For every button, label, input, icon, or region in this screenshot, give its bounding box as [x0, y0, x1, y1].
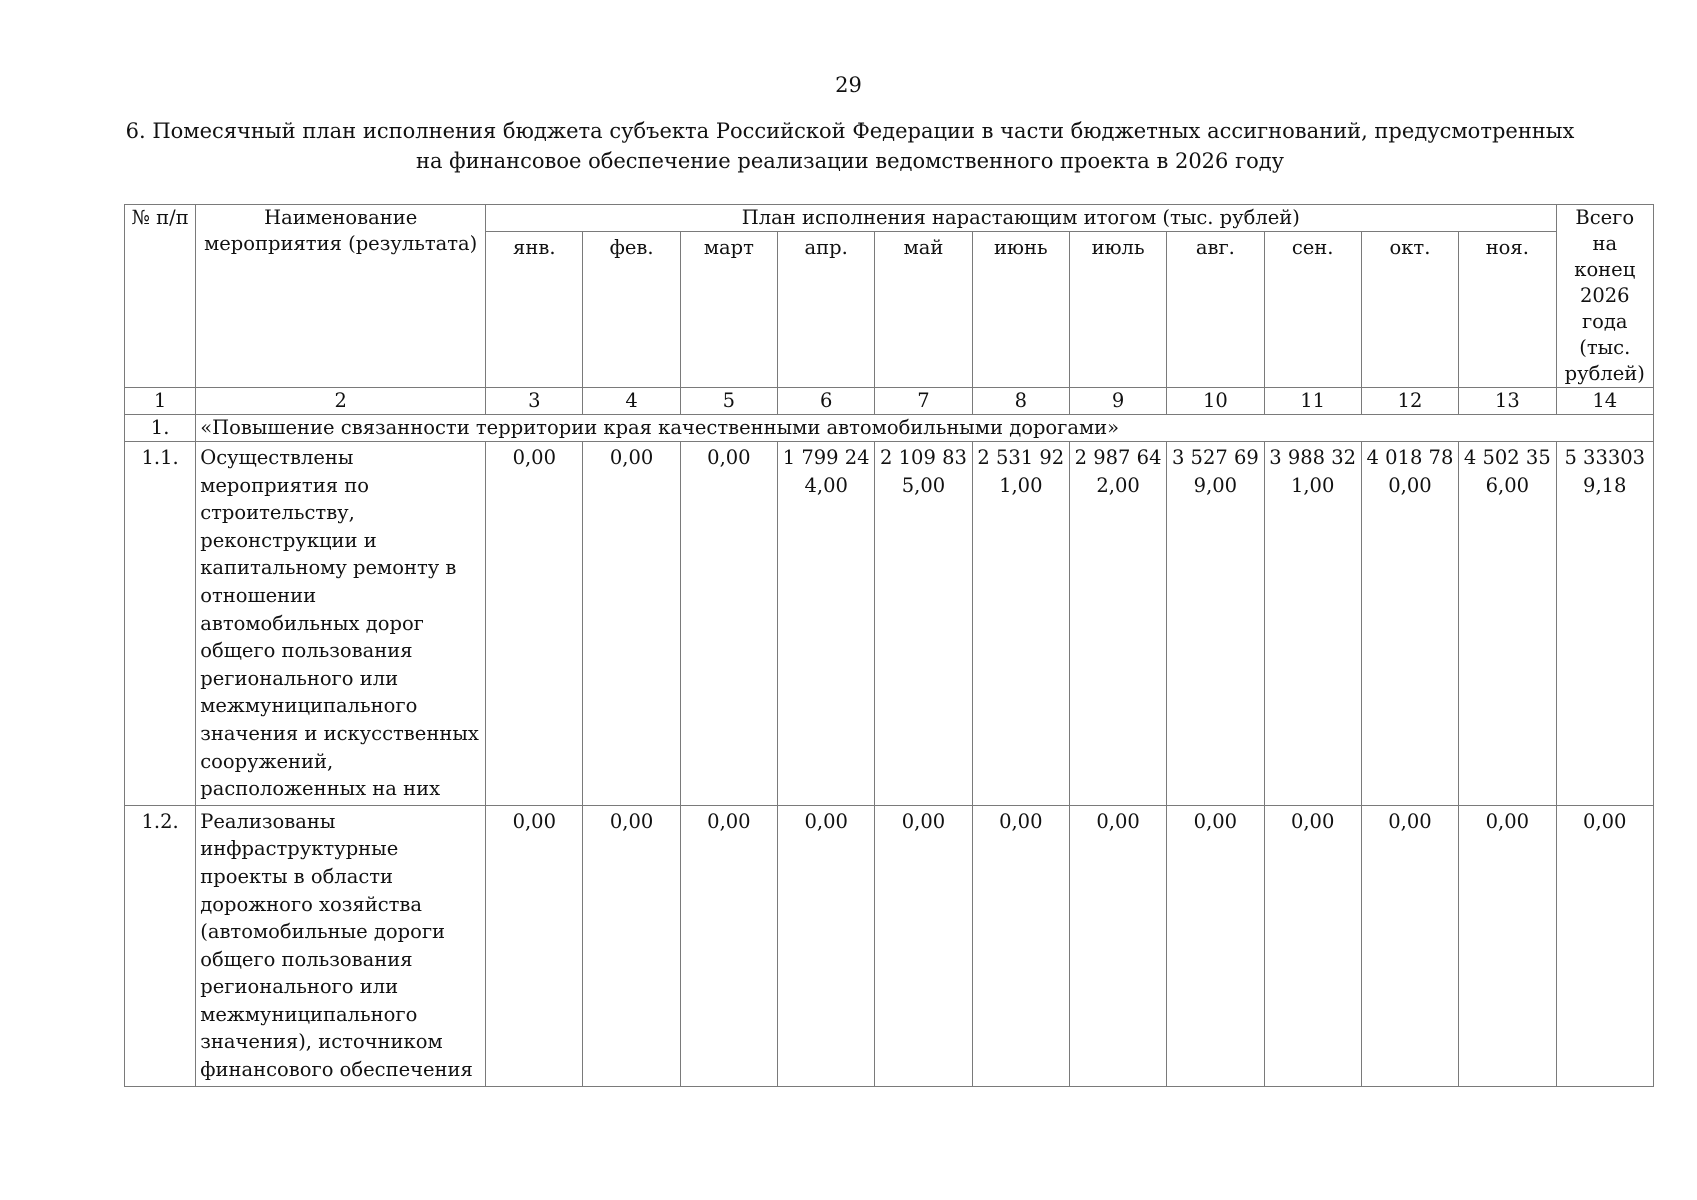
- value-cell: 0,00: [1069, 805, 1166, 1086]
- column-number: 8: [972, 388, 1069, 415]
- month-header: фев.: [583, 232, 680, 388]
- value-cell: 0,00: [778, 805, 875, 1086]
- value-cell: 5 333039,18: [1556, 442, 1653, 806]
- value-cell: 4 018 780,00: [1361, 442, 1458, 806]
- section-row: [125, 415, 1654, 442]
- value-cell: 0,00: [875, 805, 972, 1086]
- table-row: [125, 442, 1654, 806]
- month-header: янв.: [486, 232, 583, 388]
- value-cell: 0,00: [1556, 805, 1653, 1086]
- document-title: 6. Помесячный план исполнения бюджета субъекта Российской Федерации в части бюджетных ассигнований, предусмотренных на финансовое обеспечение реализации ведомственного проекта в 2026 году: [125, 119, 1575, 173]
- page-number: 29: [835, 73, 862, 97]
- value-cell: 3 527 699,00: [1167, 442, 1264, 806]
- value-cell: 0,00: [680, 805, 777, 1086]
- value-cell: 0,00: [583, 442, 680, 806]
- row-num: 1.2.: [125, 805, 196, 1086]
- column-number: 7: [875, 388, 972, 415]
- column-number: 13: [1459, 388, 1556, 415]
- column-number: 12: [1361, 388, 1458, 415]
- column-number: 2: [196, 388, 486, 415]
- month-header: июль: [1069, 232, 1166, 388]
- value-cell: 0,00: [486, 805, 583, 1086]
- month-header: сен.: [1264, 232, 1361, 388]
- header-num: № п/п: [125, 205, 196, 388]
- column-number: 5: [680, 388, 777, 415]
- column-number: 4: [583, 388, 680, 415]
- value-cell: 2 109 835,00: [875, 442, 972, 806]
- budget-plan-table: [124, 204, 1654, 1087]
- value-cell: 0,00: [972, 805, 1069, 1086]
- value-cell: 2 531 921,00: [972, 442, 1069, 806]
- column-number: 3: [486, 388, 583, 415]
- header-plan: План исполнения нарастающим итогом (тыс. рублей): [486, 205, 1556, 232]
- value-cell: 0,00: [486, 442, 583, 806]
- column-number: 6: [778, 388, 875, 415]
- value-cell: 4 502 356,00: [1459, 442, 1556, 806]
- section-num: 1.: [125, 415, 196, 442]
- header-name: Наименование мероприятия (результата): [196, 205, 486, 388]
- month-header: окт.: [1361, 232, 1458, 388]
- column-number-row: [125, 388, 1654, 415]
- value-cell: 0,00: [1459, 805, 1556, 1086]
- month-header: авг.: [1167, 232, 1264, 388]
- value-cell: 2 987 642,00: [1069, 442, 1166, 806]
- row-name: Реализованы инфраструктурные проекты в области дорожного хозяйства (автомобильные дороги общего пользования регионального или межмуниципального значения), источником финансового обеспечения: [196, 805, 486, 1086]
- value-cell: 0,00: [1167, 805, 1264, 1086]
- month-header: ноя.: [1459, 232, 1556, 388]
- row-name: Осуществлены мероприятия по строительству, реконструкции и капитальному ремонту в отношении автомобильных дорог общего пользования регионального или межмуниципального значения и искусственных сооружений, расположенных на них: [196, 442, 486, 806]
- column-number: 9: [1069, 388, 1166, 415]
- value-cell: 0,00: [583, 805, 680, 1086]
- column-number: 10: [1167, 388, 1264, 415]
- value-cell: 1 799 244,00: [778, 442, 875, 806]
- section-title: «Повышение связанности территории края качественными автомобильными дорогами»: [196, 415, 1654, 442]
- header-total: Всего на конец 2026 года (тыс. рублей): [1556, 205, 1653, 388]
- month-header: апр.: [778, 232, 875, 388]
- header-row: [125, 205, 1654, 232]
- column-number: 14: [1556, 388, 1653, 415]
- month-header: июнь: [972, 232, 1069, 388]
- value-cell: 0,00: [1361, 805, 1458, 1086]
- row-num: 1.1.: [125, 442, 196, 806]
- value-cell: 0,00: [680, 442, 777, 806]
- column-number: 11: [1264, 388, 1361, 415]
- value-cell: 3 988 321,00: [1264, 442, 1361, 806]
- table-row: [125, 805, 1654, 1086]
- column-number: 1: [125, 388, 196, 415]
- value-cell: 0,00: [1264, 805, 1361, 1086]
- month-header: март: [680, 232, 777, 388]
- month-header: май: [875, 232, 972, 388]
